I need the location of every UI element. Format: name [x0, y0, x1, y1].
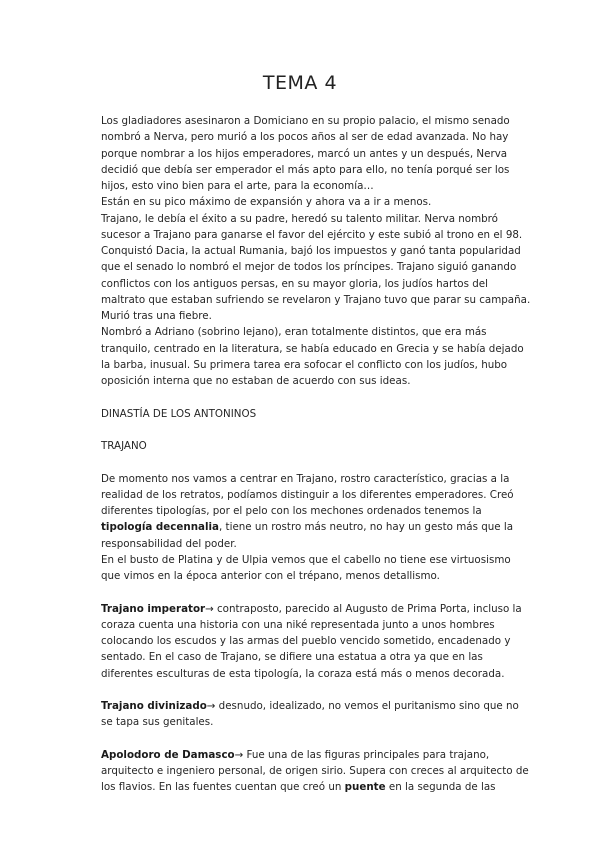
term-puente: puente	[344, 781, 386, 794]
page-title: TEMA 4	[262, 72, 338, 94]
paragraph-trajano-history: Trajano, le debía el éxito a su padre, heredó su talento militar. Nerva nombró sucesor a Trajano para ganarse el favor del ejército y este subió al trono en el 98. Conquistó Dacia, la actual Rumania, bajó los impuestos y ganó tanta popularidad que el senado lo nombró el mejor de todos los príncipes. Trajano siguió ganando conflictos con los antiguos persas, en su mayor gloria, los judíos hartos del maltrato que estaban sufriendo se revelaron y Trajano tuvo que parar su campaña. Murió tras una fiebre.	[101, 212, 531, 322]
paragraph-trajano-imperator	[101, 601, 531, 682]
text-segment: De momento nos vamos a centrar en Trajano, rostro característico, gracias a la realidad de los retratos, podíamos distinguir a los diferentes emperadores. Creó diferentes tipologías, por el pelo con los mechones ordenados tenemos la	[101, 472, 514, 517]
term-trajano-divinizado: Trajano divinizado	[101, 700, 207, 712]
spacer	[101, 454, 531, 470]
paragraph-trajano-divinizado	[101, 698, 531, 731]
term-tipologia-decennalia: tipología decennalia	[101, 521, 219, 534]
text-segment: → contraposto, parecido al Augusto de Prima Porta, incluso la coraza cuenta una historia con una niké representada junto a unos hombres colocando los escudos y las armas del pueblo vencido sometido, encadenado y sentado. En el caso de Trajano, se difiere una estatua a otra ya que en las diferentes esculturas de esta tipología, la coraza está más o menos decorada.	[101, 602, 522, 680]
paragraph-expansion: Están en su pico máximo de expansión y ahora va a ir a menos.	[101, 196, 432, 209]
paragraph-domiciano: Los gladiadores asesinaron a Domiciano en su propio palacio, el mismo senado nombró a Nerva, pero murió a los pocos años al ser de edad avanzada. No hay porque nombrar a los hijos emperadores, marcó un antes y un después, Nerva decidió que debía ser emperador el más apto para ello, no tenía porqué ser los hijos, esto vino bien para el arte, para la economía…	[101, 115, 510, 192]
spacer	[101, 584, 531, 600]
paragraph-apolodoro	[101, 747, 531, 796]
text-segment: , tiene un rostro más neutro, no hay un gesto más que la responsabilidad del poder.	[101, 521, 514, 550]
term-apolodoro-de-damasco: Apolodoro de Damasco	[101, 748, 235, 761]
term-trajano-imperator: Trajano imperator	[101, 602, 206, 615]
text-segment: → desnudo, idealizado, no vemos el puritanismo sino que no se tapa sus genitales.	[101, 700, 519, 729]
paragraph-adriano: Nombró a Adriano (sobrino lejano), eran totalmente distintos, que era más tranquilo, centrado en la literatura, se había educado en Grecia y se había dejado la barba, inusual. Su primera tarea era sofocar el conflicto con los judíos, hubo oposición interna que no estaban de acuerdo con sus ideas.	[101, 326, 524, 387]
paragraph-tipologias	[101, 471, 531, 552]
spacer	[101, 389, 531, 405]
heading-trajano: TRAJANO	[101, 440, 147, 452]
text-segment: en la segunda de las	[385, 781, 496, 794]
paragraph-platina-ulpia: En el busto de Platina y de Ulpia vemos que el cabello no tiene ese virtuosismo que vimos en la época anterior con el trépano, menos detallismo.	[101, 553, 511, 582]
heading-dinastia: DINASTÍA DE LOS ANTONINOS	[101, 407, 257, 420]
spacer	[101, 682, 531, 698]
spacer	[101, 422, 531, 438]
text-segment: → Fue una de las figuras principales para trajano, arquitecto e ingeniero personal, de origen sirio. Supera con creces al arquitecto de los flavios. En las fuentes cuentan que creó un	[101, 748, 529, 794]
spacer	[101, 731, 531, 747]
document-body	[101, 113, 531, 796]
